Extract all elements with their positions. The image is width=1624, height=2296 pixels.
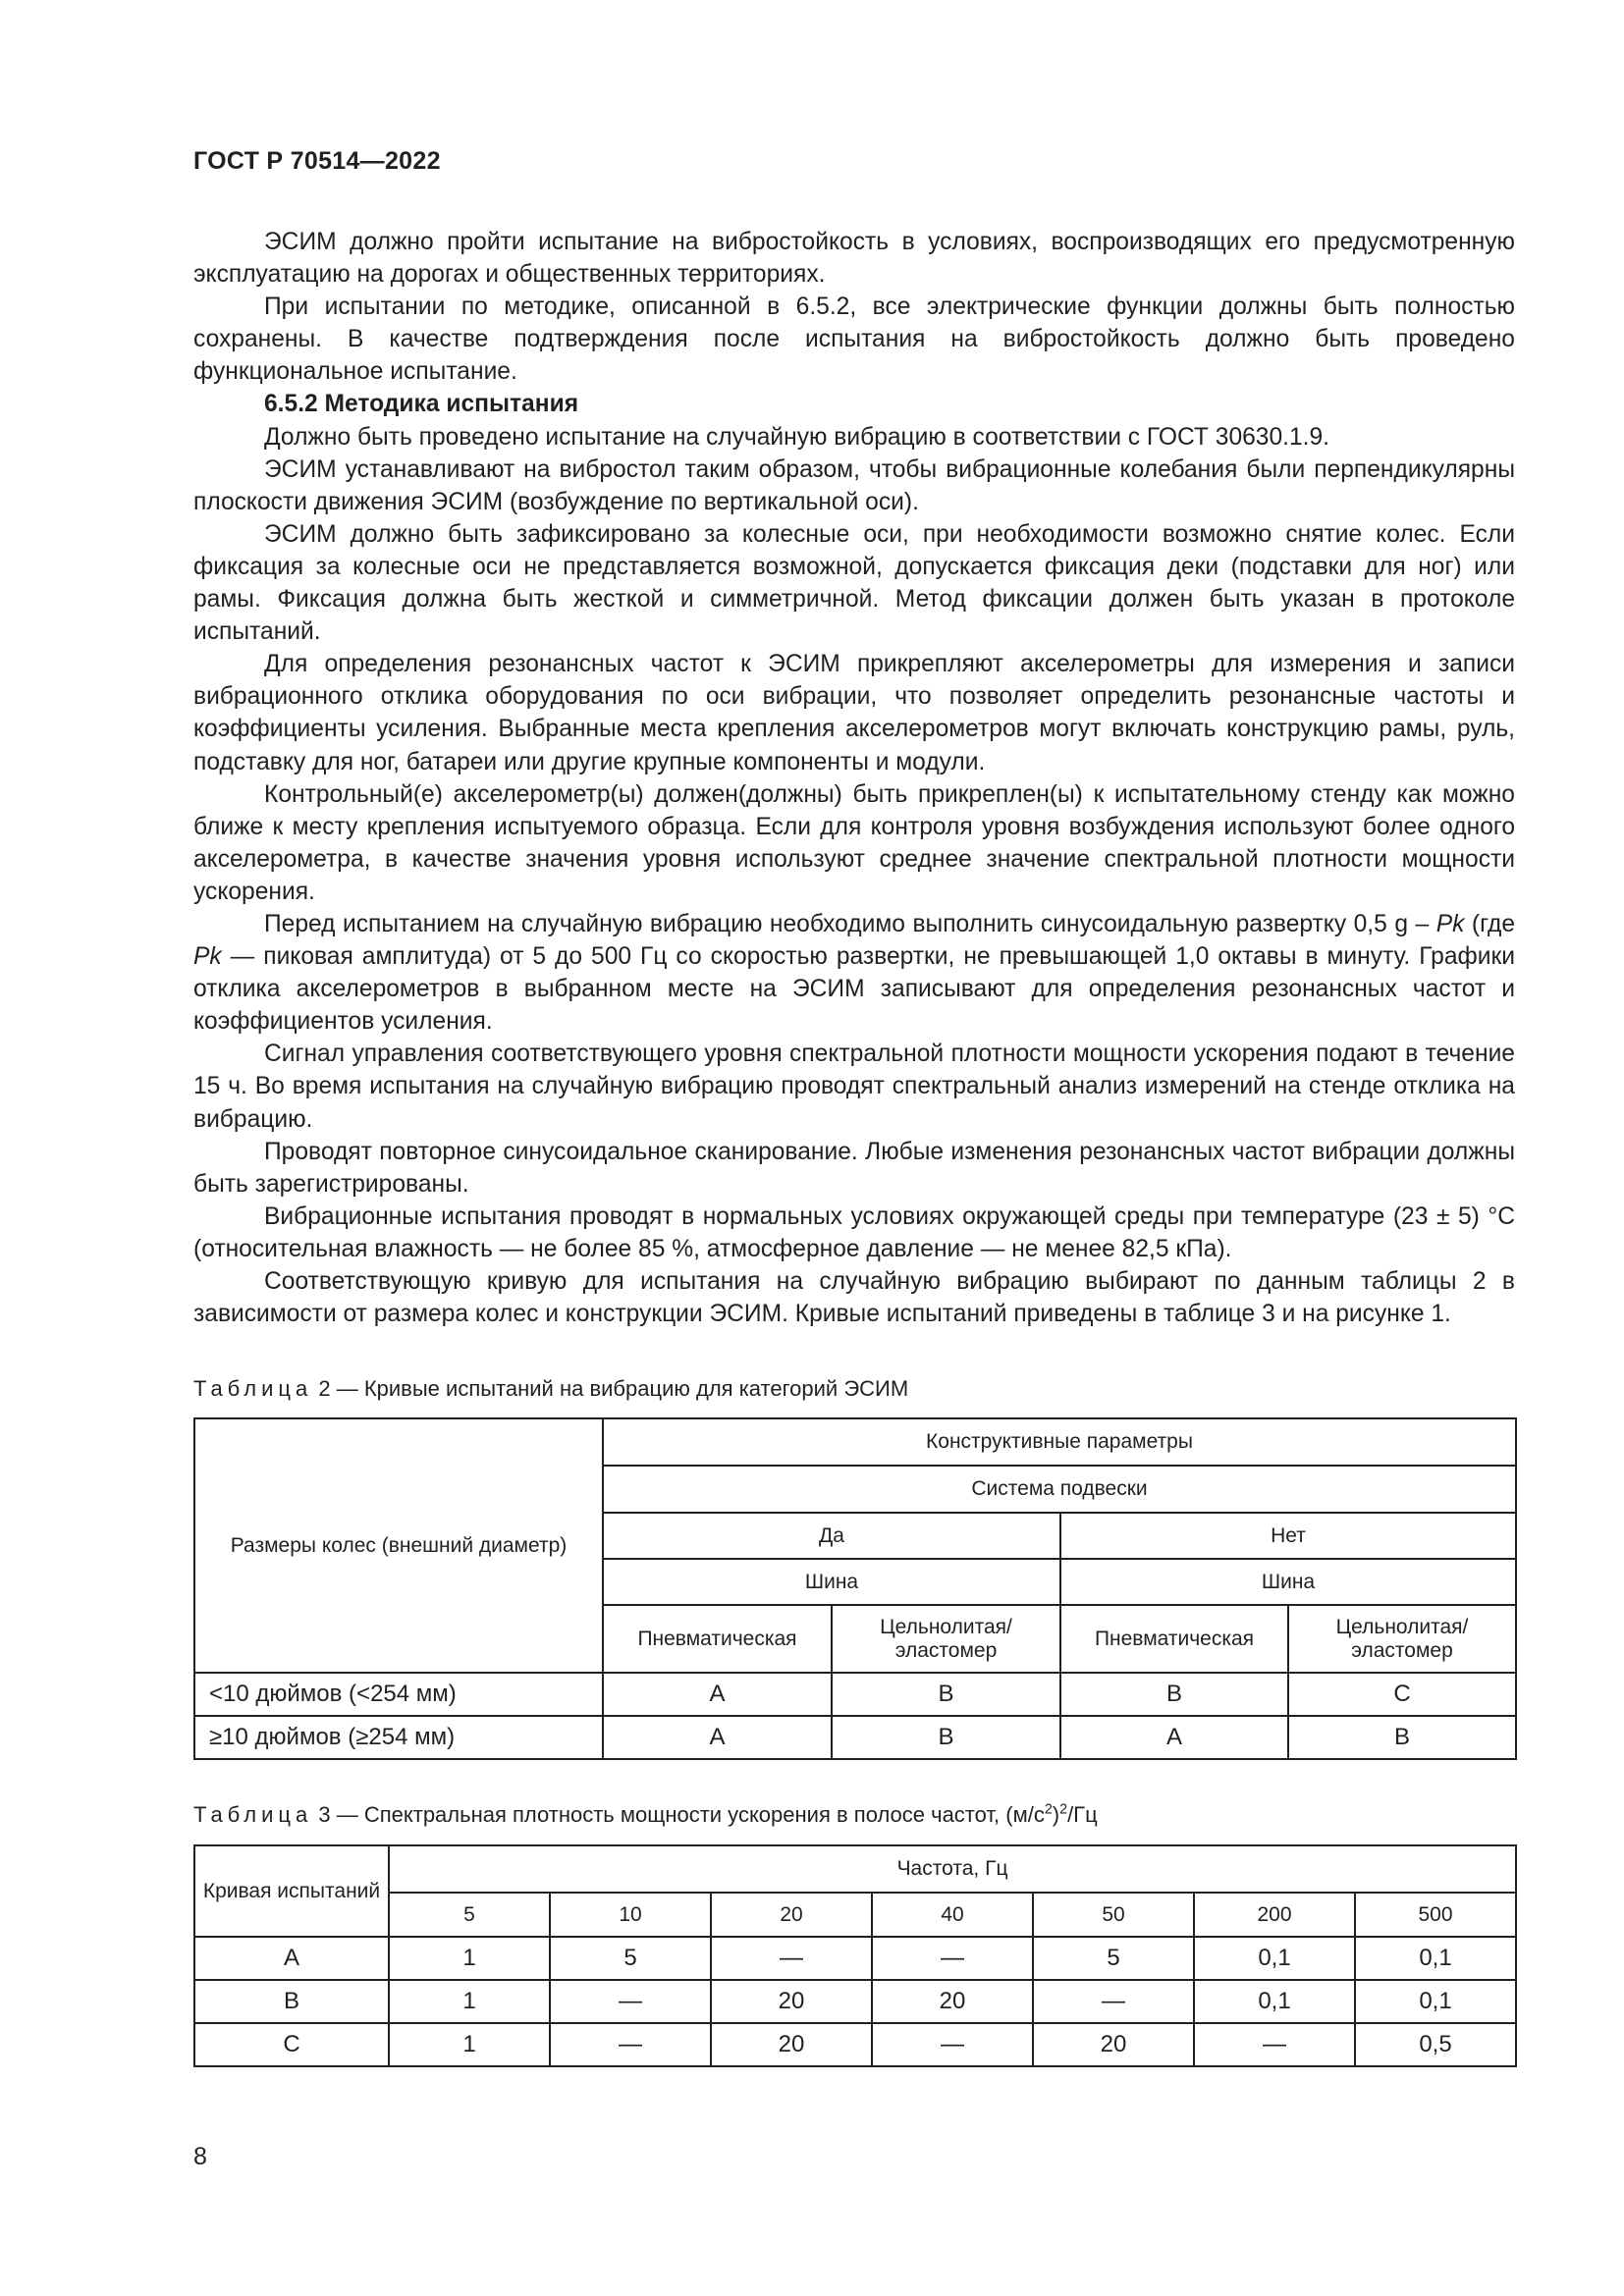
table3-header-curve: Кривая испытаний bbox=[194, 1845, 389, 1937]
table3-freq-header: 10 bbox=[550, 1893, 711, 1937]
table2-header-suspension: Система подвески bbox=[603, 1466, 1516, 1513]
document-code: ГОСТ Р 70514—2022 bbox=[193, 147, 441, 175]
table2-row-label: <10 дюймов (<254 мм) bbox=[194, 1673, 603, 1716]
paragraph: Контрольный(е) акселерометр(ы) должен(должны) быть прикреплен(ы) к испытательному стенду как можно ближе к месту крепления испытуемого образца. Если для контроля уровня возбуждения используют более одного акселерометра, в качестве значения уровня используют среднее значение спектральной плотности мощности ускорения. bbox=[193, 780, 1515, 905]
table2-cell: А bbox=[1060, 1716, 1288, 1759]
table3-cell: 0,5 bbox=[1355, 2023, 1516, 2066]
table-row bbox=[194, 1673, 1516, 1716]
table2-cell: С bbox=[1288, 1673, 1516, 1716]
table3-cell: — bbox=[1194, 2023, 1355, 2066]
paragraph: При испытании по методике, описанной в 6.5.2, все электрические функции должны быть полностью сохранены. В качестве подтверждения после испытания на вибростойкость должно быть проведено функциональное испытание. bbox=[193, 294, 1515, 386]
paragraph: ЭСИМ устанавливают на вибростол таким образом, чтобы вибрационные колебания были перпендикулярны плоскости движения ЭСИМ (возбуждение по вертикальной оси). bbox=[193, 455, 1515, 515]
table2-header-tire: Шина bbox=[603, 1559, 1060, 1605]
table2-cell: А bbox=[603, 1673, 832, 1716]
table3-caption: Таблица 3 — Спектральная плотность мощности ускорения в полосе частот, $(м/с^2)^2/Гц$ bbox=[193, 1801, 1098, 1827]
table-row bbox=[194, 2023, 1516, 2066]
paragraph: Проводят повторное синусоидальное сканирование. Любые изменения резонансных частот вибрации должны быть зарегистрированы. bbox=[193, 1138, 1515, 1198]
table2-header-design: Конструктивные параметры bbox=[603, 1418, 1516, 1466]
table3-curve-label: С bbox=[194, 2023, 389, 2066]
table3-cell: — bbox=[550, 1980, 711, 2023]
paragraph: Должно быть проведено испытание на случайную вибрацию в соответствии с ГОСТ 30630.1.9. bbox=[264, 423, 1330, 451]
table3-freq-header: 50 bbox=[1033, 1893, 1194, 1937]
table2-cell: В bbox=[832, 1673, 1060, 1716]
table3-cell: 5 bbox=[1033, 1937, 1194, 1980]
table3-cell: — bbox=[872, 1937, 1033, 1980]
table3-cell: 0,1 bbox=[1194, 1980, 1355, 2023]
table3-freq-header: 20 bbox=[711, 1893, 872, 1937]
table3-cell: 20 bbox=[711, 2023, 872, 2066]
table3-cell: — bbox=[872, 2023, 1033, 2066]
table2-cell: В bbox=[1060, 1673, 1288, 1716]
table3-cell: 1 bbox=[389, 1937, 550, 1980]
table2-header-tire: Шина bbox=[1060, 1559, 1516, 1605]
table3-cell: 0,1 bbox=[1355, 1980, 1516, 2023]
table3-curve-label: А bbox=[194, 1937, 389, 1980]
table2-row-label: ≥10 дюймов (≥254 мм) bbox=[194, 1716, 603, 1759]
table3-header-frequency: Частота, Гц bbox=[389, 1845, 1516, 1893]
body-text bbox=[193, 226, 1515, 1330]
table2-caption: Таблица 2 — Кривые испытаний на вибрацию для категорий ЭСИМ bbox=[193, 1376, 909, 1401]
paragraph: ЭСИМ должно быть зафиксировано за колесные оси, при необходимости возможно снятие колес. Если фиксация за колесные оси не представляется возможной, допускается фиксация деки (подставки для ног) или рамы. Фиксация должна быть жесткой и симметричной. Метод фиксации должен быть указан в протоколе испытаний. bbox=[193, 520, 1515, 646]
paragraph: Перед испытанием на случайную вибрацию необходимо выполнить синусоидальную развертку 0,5 g – Pk (где Pk — пиковая амплитуда) от 5 до 500 Гц со скоростью развертки, не превышающей 1,0 октавы в минуту. Графики отклика акселерометров в выбранном месте на ЭСИМ записывают для определения резонансных частот и коэффициентов усиления. bbox=[193, 910, 1515, 1036]
table3-cell: 0,1 bbox=[1194, 1937, 1355, 1980]
table-row bbox=[194, 1716, 1516, 1759]
section-heading: 6.5.2 Методика испытания bbox=[264, 391, 579, 418]
table2-header-wheel-size: Размеры колес (внешний диаметр) bbox=[194, 1418, 603, 1673]
table3-cell: 20 bbox=[1033, 2023, 1194, 2066]
paragraph: Соответствующую кривую для испытания на случайную вибрацию выбирают по данным таблицы 2 в зависимости от размера колес и конструкции ЭСИМ. Кривые испытаний приведены в таблице 3 и на рисунке 1. bbox=[193, 1268, 1515, 1328]
table2-header-yes: Да bbox=[603, 1513, 1060, 1559]
table2 bbox=[193, 1417, 1517, 1760]
table3-cell: 1 bbox=[389, 2023, 550, 2066]
table2-header-pneumatic: Пневматическая bbox=[603, 1605, 832, 1673]
table3-cell: 20 bbox=[872, 1980, 1033, 2023]
table3-freq-header: 200 bbox=[1194, 1893, 1355, 1937]
table3-cell: 20 bbox=[711, 1980, 872, 2023]
page-number: 8 bbox=[193, 2143, 207, 2170]
table2-header-pneumatic: Пневматическая bbox=[1060, 1605, 1288, 1673]
table2-header-no: Нет bbox=[1060, 1513, 1516, 1559]
table3-cell: 0,1 bbox=[1355, 1937, 1516, 1980]
table2-cell: В bbox=[1288, 1716, 1516, 1759]
paragraph: Сигнал управления соответствующего уровня спектральной плотности мощности ускорения подают в течение 15 ч. Во время испытания на случайную вибрацию проводят спектральный анализ измерений на стенде отклика на вибрацию. bbox=[193, 1041, 1515, 1133]
paragraph: Вибрационные испытания проводят в нормальных условиях окружающей среды при температуре (23 ± 5) °С (относительная влажность — не более 85 %, атмосферное давление — не менее 82,5 кПа). bbox=[193, 1202, 1515, 1262]
table3-curve-label: В bbox=[194, 1980, 389, 2023]
table3-cell: 1 bbox=[389, 1980, 550, 2023]
table3-freq-header: 40 bbox=[872, 1893, 1033, 1937]
table3-cell: — bbox=[711, 1937, 872, 1980]
table2-header-solid: Цельнолитая/ эластомер bbox=[832, 1605, 1060, 1673]
table3-freq-header: 5 bbox=[389, 1893, 550, 1937]
table3-cell: — bbox=[1033, 1980, 1194, 2023]
table3-cell: — bbox=[550, 2023, 711, 2066]
table3-cell: 5 bbox=[550, 1937, 711, 1980]
table3 bbox=[193, 1844, 1517, 2067]
table2-cell: А bbox=[603, 1716, 832, 1759]
table2-cell: В bbox=[832, 1716, 1060, 1759]
table-row bbox=[194, 1937, 1516, 1980]
table2-header-solid: Цельнолитая/ эластомер bbox=[1288, 1605, 1516, 1673]
table3-freq-header: 500 bbox=[1355, 1893, 1516, 1937]
paragraph: ЭСИМ должно пройти испытание на вибростойкость в условиях, воспроизводящих его предусмотренную эксплуатацию на дорогах и общественных территориях. bbox=[193, 229, 1515, 289]
table-row bbox=[194, 1980, 1516, 2023]
paragraph: Для определения резонансных частот к ЭСИМ прикрепляют акселерометры для измерения и записи вибрационного отклика оборудования по оси вибрации, что позволяет определить резонансные частоты и коэффициенты усиления. Выбранные места крепления акселерометров могут включать конструкцию рамы, руль, подставку для ног, батареи или другие крупные компоненты и модули. bbox=[193, 651, 1515, 775]
